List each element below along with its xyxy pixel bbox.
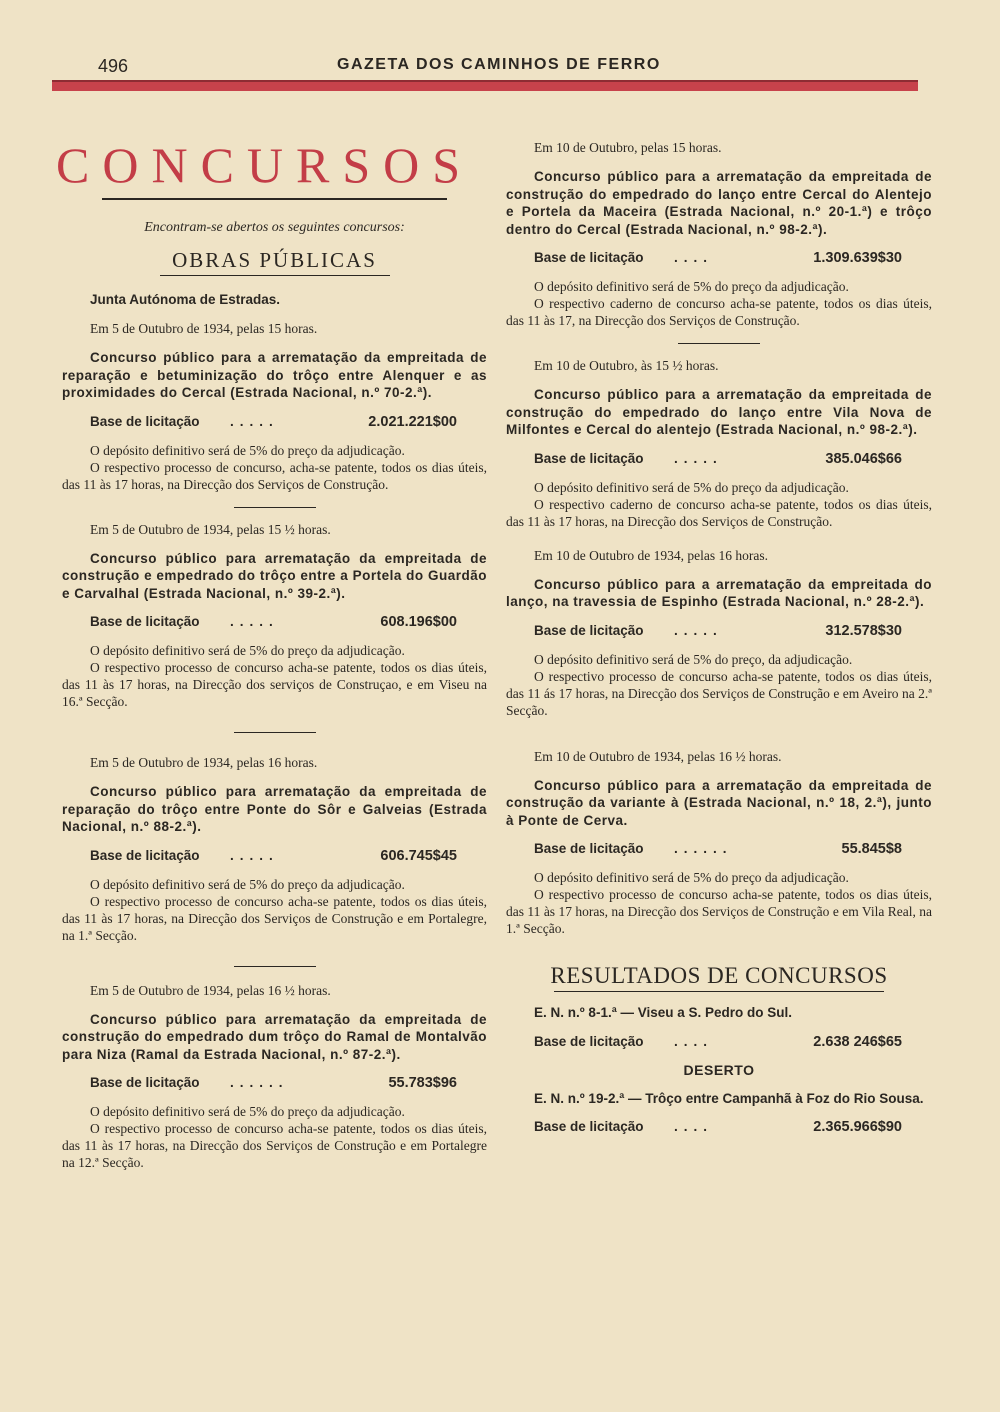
- header-red-bar: [52, 80, 918, 91]
- right-column: [506, 140, 932, 1137]
- entry-description: Concurso público para arrematação da empreitada de construção e empedrado do trôço entre a Portela do Guardão e Carvalhal (Estrada Nacional, n.º 39-2.ª).: [62, 550, 487, 601]
- result-item: E. N. n.º 19-2.ª — Trôço entre Campanhã à Foz do Rio Sousa.: [534, 1090, 924, 1106]
- contest-entry: [506, 548, 932, 719]
- entry-date: Em 10 de Outubro de 1934, pelas 16 ½ horas.: [534, 748, 782, 764]
- contest-entry: [506, 749, 932, 938]
- process-text: O respectivo processo de concurso acha-se patente, todos os dias úteis, das 11 às 17 horas, na Direcção dos serviços de Construçao, e em Viseu na 16.ª Secção.: [62, 660, 487, 709]
- base-value: 606.745$45: [380, 847, 457, 864]
- leader-dots: ....: [674, 1033, 714, 1049]
- entry-description: Concurso público para a arrematação da empreitada de reparação e betuminização do trôço entre Alenquer e as proximidades do Cercal (Estrada Nacional, n.º 70-2.ª).: [62, 350, 487, 400]
- leader-dots: .....: [230, 413, 279, 429]
- section-title: OBRAS PÚBLICAS: [172, 248, 377, 272]
- deposit-text: O depósito definitivo será de 5% do preço da adjudicação.: [534, 479, 849, 495]
- base-label: Base de licitação: [90, 1075, 200, 1090]
- base-label: Base de licitação: [90, 413, 200, 429]
- leader-dots: .....: [674, 622, 723, 638]
- base-value: 1.309.639$30: [813, 250, 902, 266]
- result-base-row: [534, 1034, 932, 1052]
- contest-entry: [62, 755, 487, 944]
- base-label: Base de licitação: [534, 841, 644, 856]
- section-heading: Junta Autónoma de Estradas.: [90, 292, 281, 307]
- base-value: 55.845$8: [841, 841, 902, 857]
- process-text: O respectivo processo de concurso, acha-se patente, todos os dias úteis, das 11 às 17 horas, na Direcção dos Serviços de Construção.: [62, 459, 487, 492]
- process-text: O respectivo caderno de concurso acha-se patente, todos os dias úteis, das 11 às 17 horas, na Direcção dos Serviços de Construção.: [506, 496, 932, 529]
- contest-entry: [62, 983, 487, 1172]
- deposit-text: O depósito definitivo será de 5% do preço da adjudicação.: [90, 643, 405, 658]
- base-licitacao-row: [90, 1075, 487, 1093]
- base-licitacao-row: [90, 614, 487, 632]
- base-licitacao-row: [534, 841, 932, 859]
- contest-entry: [62, 522, 487, 711]
- base-label: Base de licitação: [90, 614, 200, 629]
- base-licitacao-row: [90, 848, 487, 866]
- process-text: O respectivo processo de concurso acha-se patente, todos os dias úteis, das 11 às 17 horas, na Direcção dos Serviços de Construção e em Portalegre, na 1.ª Secção.: [62, 893, 487, 943]
- entry-description: Concurso público para a arrematação da empreitada de construção do empedrado do lanço entre Cercal do Alentejo e Portela da Maceira (Estrada Nacional, n.º 20-1.ª) e trôço dentro do Cercal (Estrada Nacional, n.º 98-2.ª).: [506, 169, 932, 237]
- leader-dots: ....: [674, 250, 714, 265]
- deposit-text: O depósito definitivo será de 5% do preço da adjudicação.: [534, 870, 849, 885]
- base-value: 55.783$96: [388, 1075, 457, 1091]
- entry-date: Em 10 de Outubro, às 15 ½ horas.: [534, 358, 719, 373]
- base-value: 2.021.221$00: [368, 413, 457, 430]
- publication-title: GAZETA DOS CAMINHOS DE FERRO: [337, 56, 661, 73]
- base-label: Base de licitação: [534, 1119, 644, 1134]
- deposit-text: O depósito definitivo será de 5% do preço da adjudicação.: [534, 279, 849, 294]
- contest-entry: [506, 358, 932, 530]
- process-text: O respectivo caderno de concurso acha-se patente, todos os dias úteis, das 11 às 17, na Direcção dos Serviços de Construção.: [506, 296, 932, 328]
- leader-dots: .....: [674, 450, 723, 466]
- base-value: 385.046$66: [825, 450, 902, 467]
- entry-date: Em 5 de Outubro de 1934, pelas 16 horas.: [90, 755, 318, 770]
- base-label: Base de licitação: [90, 847, 200, 863]
- base-label: Base de licitação: [534, 622, 644, 638]
- process-text: O respectivo processo de concurso acha-se patente, todos os dias úteis, das 11 às 17 horas, na Direcção dos Serviços de Construção e em Portalegre na 12.ª Secção.: [62, 1121, 487, 1170]
- deposit-text: O depósito definitivo será de 5% do preço da adjudicação.: [90, 442, 405, 458]
- base-label: Base de licitação: [534, 450, 644, 466]
- entry-description: Concurso público para a arrematação da empreitada de construção do empedrado do lanço entre Vila Nova de Milfontes e Cercal do alentejo (Estrada Nacional, n.º 98-2.ª).: [506, 387, 932, 437]
- entry-description: Concurso público para a arrematação da empreitada do lanço, na travessia de Espinho (Estrada Nacional, n.º 28-2.ª).: [506, 576, 932, 609]
- separator-rule: [234, 732, 316, 733]
- leader-dots: ......: [230, 1075, 289, 1090]
- page-number: 496: [98, 56, 129, 76]
- results-title: RESULTADOS DE CONCURSOS: [550, 963, 888, 988]
- base-licitacao-row: [534, 250, 932, 268]
- result-value: 2.638 246$65: [813, 1033, 902, 1050]
- contest-entry: [506, 140, 932, 329]
- base-value: 312.578$30: [825, 622, 902, 639]
- base-value: 608.196$00: [380, 614, 457, 630]
- leader-dots: .....: [230, 614, 279, 629]
- deposit-text: O depósito definitivo será de 5% do preço da adjudicação.: [90, 876, 405, 892]
- entry-date: Em 5 de Outubro de 1934, pelas 15 horas.: [90, 321, 318, 336]
- leader-dots: ......: [674, 841, 733, 856]
- intro-text: Encontram-se abertos os seguintes concursos:: [144, 220, 405, 235]
- entry-date: Em 5 de Outubro de 1934, pelas 15 ½ horas.: [90, 521, 331, 537]
- page-header: [52, 52, 918, 92]
- page-title: CONCURSOS: [56, 137, 474, 193]
- base-licitacao-row: [534, 451, 932, 469]
- base-licitacao-row: [90, 414, 487, 432]
- leader-dots: .....: [230, 847, 279, 863]
- left-column: [56, 137, 487, 1171]
- result-base-row: [534, 1119, 932, 1137]
- deserto-label: DESERTO: [683, 1061, 755, 1078]
- entry-date: Em 5 de Outubro de 1934, pelas 16 ½ horas.: [90, 982, 331, 998]
- base-label: Base de licitação: [534, 1033, 644, 1049]
- entry-description: Concurso público para a arrematação da empreitada de construção da variante à (Estrada Nacional, n.º 18, 2.ª), junto à Ponte de Cerva.: [506, 777, 932, 828]
- separator-rule: [234, 966, 316, 967]
- base-licitacao-row: [534, 623, 932, 641]
- section-rule: [160, 275, 390, 276]
- result-item: E. N. n.º 8-1.ª — Viseu a S. Pedro do Sul.: [534, 1005, 792, 1020]
- leader-dots: ....: [674, 1119, 714, 1134]
- separator-rule: [678, 343, 760, 344]
- base-label: Base de licitação: [534, 250, 644, 265]
- entry-description: Concurso público para arrematação da empreitada de construção do empedrado dum trôço do Ramal de Montalvão para Niza (Ramal da Estrada Nacional, n.º 87-2.ª).: [62, 1011, 487, 1062]
- entry-date: Em 10 de Outubro de 1934, pelas 16 horas.: [534, 547, 768, 563]
- results-rule: [554, 991, 884, 992]
- entry-description: Concurso público para arrematação da empreitada de reparação do trôço entre Ponte do Sôr e Galveias (Estrada Nacional, n.º 88-2.ª).: [62, 784, 487, 834]
- process-text: O respectivo processo de concurso acha-se patente, todos os dias úteis, das 11 ás 17 horas, na Direcção dos Serviços de Construção e em Aveiro na 2.ª Secção.: [506, 668, 932, 718]
- result-value: 2.365.966$90: [813, 1119, 902, 1135]
- contest-entry: [62, 321, 487, 493]
- separator-rule: [234, 507, 316, 508]
- deposit-text: O depósito definitivo será de 5% do preço, da adjudicação.: [534, 651, 853, 667]
- entry-date: Em 10 de Outubro, pelas 15 horas.: [534, 140, 722, 155]
- process-text: O respectivo processo de concurso acha-se patente, todos os dias úteis, das 11 às 17 horas, na Direcção dos Serviços de Construção e em Vila Real, na 1.ª Secção.: [506, 887, 932, 936]
- deposit-text: O depósito definitivo será de 5% do preço da adjudicação.: [90, 1104, 405, 1119]
- title-rule: [102, 198, 447, 200]
